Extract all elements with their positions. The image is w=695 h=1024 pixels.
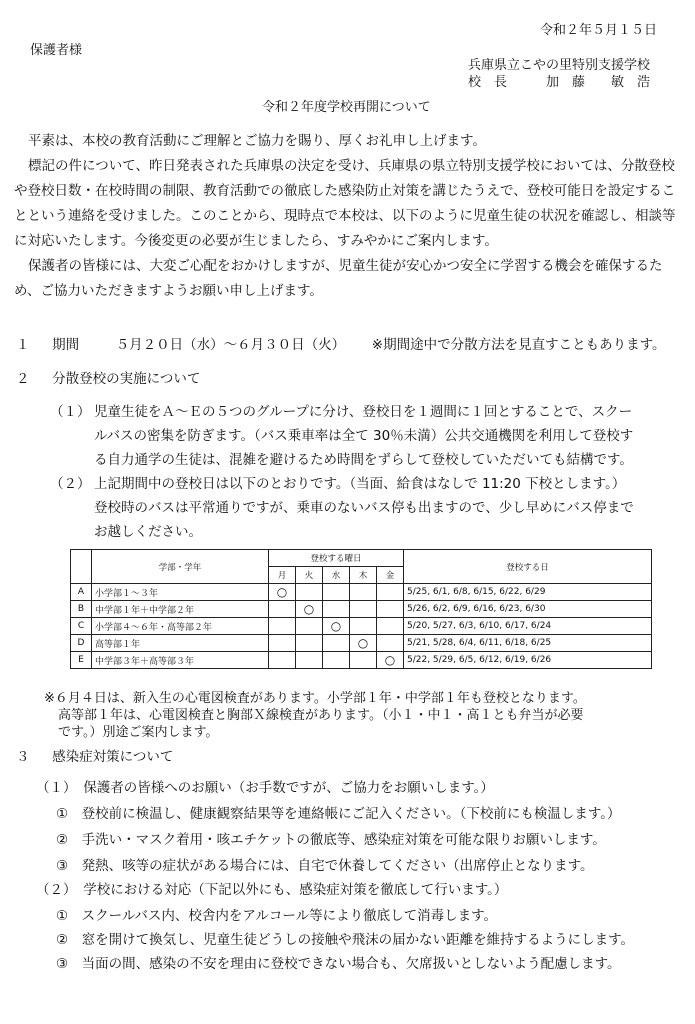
section-1-label: 期間	[52, 337, 80, 353]
weekday-cell	[323, 652, 350, 669]
attendance-mark: ○	[377, 652, 404, 669]
weekday-cell	[377, 618, 404, 635]
grade-cell: 小学部１～３年	[92, 584, 269, 601]
table-row	[71, 584, 652, 601]
group-cell: E	[71, 652, 92, 669]
weekday-cell	[350, 584, 377, 601]
weekday-cell	[323, 601, 350, 618]
section-1-note: ※期間途中で分散方法を見直すこともあります。	[371, 337, 666, 353]
section-2-number: ２	[16, 371, 30, 387]
group-cell: C	[71, 618, 92, 635]
table-row	[71, 635, 652, 652]
section-2-heading	[16, 367, 200, 387]
intro-text	[14, 129, 682, 304]
table-note-line-1: ※６月４日は、新入生の心電図検査があります。小学部１年・中学部１年も登校となります。	[44, 691, 586, 706]
group-header	[71, 550, 92, 584]
section-2-item-2-line-3: お越しください。	[94, 524, 202, 540]
weekday-cell	[269, 652, 296, 669]
weekday-cell	[296, 584, 323, 601]
weekday-cell	[269, 618, 296, 635]
school-name: 兵庫県立こやの里特別支援学校	[468, 58, 651, 73]
table-note-line-3: です。）別途ご案内します。	[58, 725, 219, 740]
weekday-cell	[323, 635, 350, 652]
weekday-cell	[323, 584, 350, 601]
section-2-title: 分散登校の実施について	[52, 371, 201, 387]
table-note-line-2: 高等部１年は、心電図検査と胸部Ｘ線検査があります。（小１・中１・高１とも弁当が必要	[58, 708, 584, 723]
grade-cell: 中学部１年＋中学部２年	[92, 601, 269, 618]
attendance-mark: ○	[296, 601, 323, 618]
attendance-mark: ○	[323, 618, 350, 635]
document-title: 令和２年度学校再開について	[262, 100, 431, 115]
dates-cell: 5/20, 5/27, 6/3, 6/10, 6/17, 6/24	[404, 618, 652, 635]
weekday-thu: 木	[350, 567, 377, 584]
grade-cell: 中学部３年＋高等部３年	[92, 652, 269, 669]
table-header-row	[71, 550, 652, 567]
weekday-fri: 金	[377, 567, 404, 584]
attendance-mark: ○	[269, 584, 296, 601]
recipient: 保護者様	[30, 43, 83, 58]
weekday-cell	[296, 618, 323, 635]
section-3-sub-2-item-1: ① スクールバス内、校舎内をアルコール等により徹底して消毒します。	[56, 908, 497, 924]
section-3-sub-1-item-1: ① 登校前に検温し、健康観察結果等を連絡帳にご記入ください。（下校前にも検温します。）	[56, 806, 621, 822]
section-2-item-2-line-2: 登校時のバスは平常通りですが、乗車のないバス停も出ますので、少し早めにバス停まで	[94, 500, 634, 516]
intro-paragraph-3: 保護者の皆様には、大変ご心配をおかけしますが、児童生徒が安心かつ安全に学習する機会を確保するため、ご協力いただきますようお願い申し上げます。	[14, 258, 663, 299]
weekday-cell	[296, 635, 323, 652]
weekday-cell	[377, 635, 404, 652]
group-cell: B	[71, 601, 92, 618]
intro-paragraph-1: 平素は、本校の教育活動にご理解とご協力を賜り、厚くお礼申し上げます。	[28, 133, 486, 149]
weekday-mon: 月	[269, 567, 296, 584]
dates-cell: 5/21, 5/28, 6/4, 6/11, 6/18, 6/25	[404, 635, 652, 652]
grade-cell: 高等部１年	[92, 635, 269, 652]
attendance-mark: ○	[350, 635, 377, 652]
letter-date: 令和２年５月１５日	[540, 23, 658, 38]
table-row	[71, 652, 652, 669]
group-cell: A	[71, 584, 92, 601]
dates-cell: 5/26, 6/2, 6/9, 6/16, 6/23, 6/30	[404, 601, 652, 618]
section-1	[16, 333, 666, 353]
dates-header: 登校する日	[404, 550, 652, 584]
grade-header: 学部・学年	[92, 550, 269, 584]
weekday-cell	[377, 601, 404, 618]
section-3-number: ３	[16, 749, 30, 765]
weekday-tue: 火	[296, 567, 323, 584]
dates-cell: 5/25, 6/1, 6/8, 6/15, 6/22, 6/29	[404, 584, 652, 601]
weekday-cell	[269, 601, 296, 618]
section-3-heading	[16, 745, 173, 765]
group-cell: D	[71, 635, 92, 652]
section-2-item-1-line-2: ルバスの密集を防ぎます。（バス乗車率は全て 30％未満）公共交通機関を利用して登校す	[94, 428, 634, 444]
section-3-sub-2-item-3: ③ 当面の間、感染の不安を理由に登校できない場合も、欠席扱いとしないよう配慮します。	[56, 956, 621, 972]
schedule-body	[71, 584, 652, 669]
grade-cell: 小学部４～６年・高等部２年	[92, 618, 269, 635]
section-1-number: １	[16, 337, 30, 353]
weekday-wed: 水	[323, 567, 350, 584]
section-2-item-1-line-1: 児童生徒をＡ～Ｅの５つのグループに分け、登校日を１週間に１回とすることで、スクー	[94, 404, 633, 420]
weekday-cell	[350, 652, 377, 669]
section-2-item-2-number: （２）	[50, 476, 91, 492]
schedule-table	[70, 549, 652, 669]
section-3-sub-1-item-3: ③ 発熱、咳等の症状がある場合には、自宅で休養してください（出席停止となります。	[56, 858, 594, 874]
section-3-sub-1-item-2: ② 手洗い・マスク着用・咳エチケットの徹底等、感染症対策を可能な限りお願いします。	[56, 832, 606, 848]
dates-cell: 5/22, 5/29, 6/5, 6/12, 6/19, 6/26	[404, 652, 652, 669]
weekday-cell	[269, 635, 296, 652]
weekday-cell	[377, 584, 404, 601]
weekday-cell	[350, 618, 377, 635]
table-row	[71, 618, 652, 635]
section-3-sub-2: （２） 学校における対応（下記以外にも、感染症対策を徹底して行います。）	[36, 882, 508, 898]
section-2-item-2-line-1: 上記期間中の登校日は以下のとおりです。（当面、給食はなしで 11:20 下校とします。）	[94, 476, 626, 492]
weekday-header: 登校する曜日	[269, 550, 404, 567]
weekday-cell	[296, 652, 323, 669]
table-row	[71, 601, 652, 618]
section-3-sub-2-item-2: ② 窓を開けて換気し、児童生徒どうしの接触や飛沫の届かない距離を維持するようにします。	[56, 932, 635, 948]
intro-paragraph-2: 標記の件について、昨日発表された兵庫県の決定を受け、兵庫県の県立特別支援学校においては、分散登校や登校日数・在校時間の制限、教育活動での徹底した感染防止対策を講じたうえで、登校可能日を設定することという連絡を受けました。このことから、現時点で本校は、以下のように児童生徒の状況を確認し、相談等に対応いたします。今後変更の必要が生じましたら、すみやかにご案内します。	[14, 158, 676, 249]
section-2-item-1-number: （１）	[50, 404, 91, 420]
section-1-period: ５月２０日（水）～６月３０日（火）	[115, 337, 346, 353]
weekday-cell	[350, 601, 377, 618]
principal-name: 校 長 加 藤 敏 浩	[468, 75, 651, 90]
section-3-title: 感染症対策について	[52, 749, 174, 765]
section-2-item-1-line-3: る自力通学の生徒は、混雑を避けるため時間をずらして登校していただいても結構です。	[94, 452, 633, 468]
section-3-sub-1: （１） 保護者の皆様へのお願い（お手数ですが、ご協力をお願いします。）	[36, 780, 494, 796]
